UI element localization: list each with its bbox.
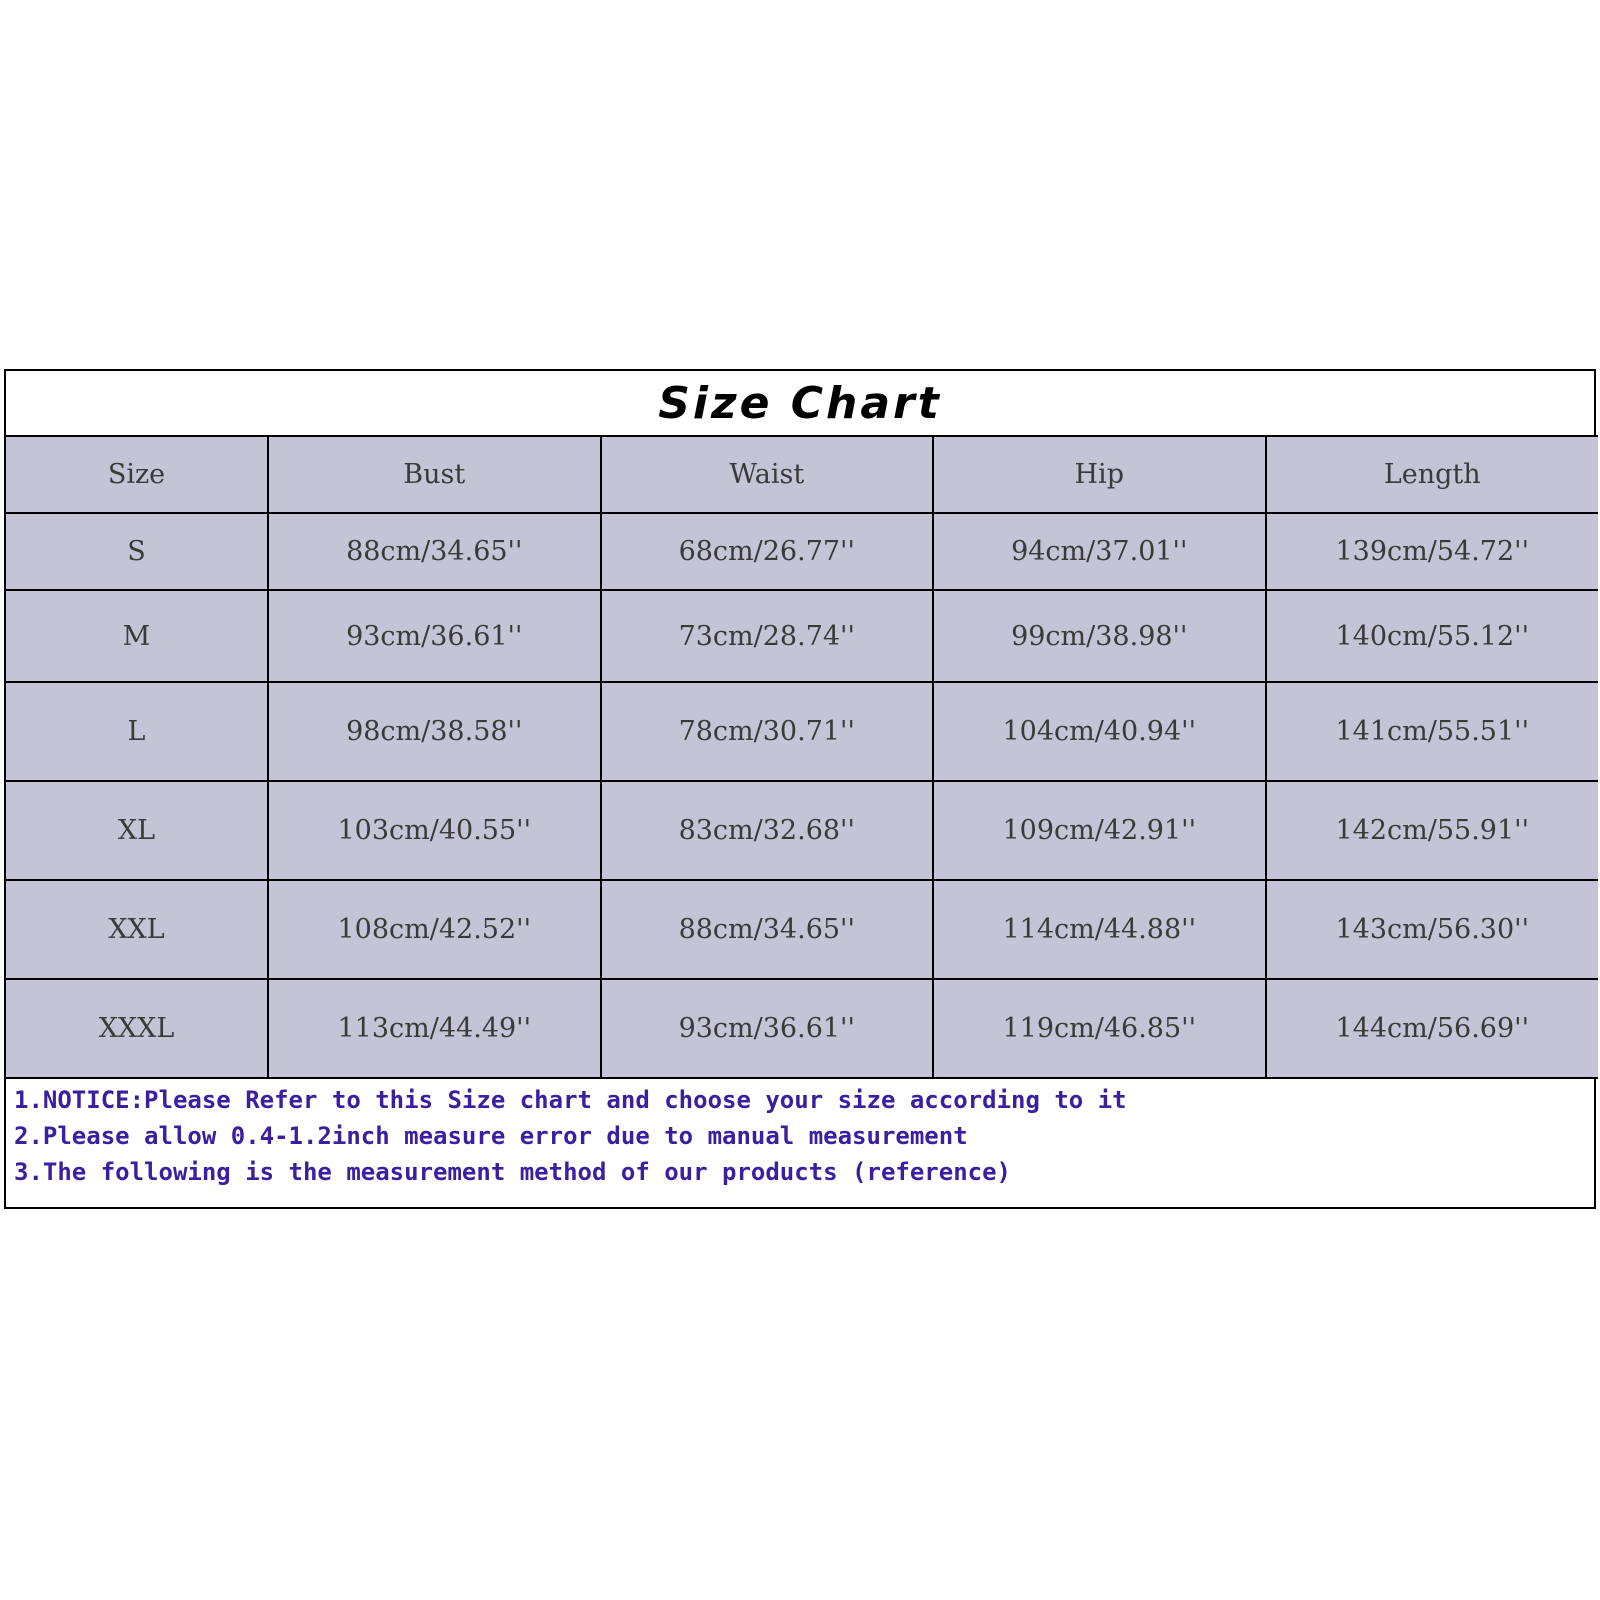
note-line: 1.NOTICE:Please Refer to this Size chart and choose your size according to it <box>14 1086 1127 1114</box>
cell-waist: 68cm/26.77'' <box>601 513 934 590</box>
header-waist: Waist <box>601 436 934 513</box>
table-row <box>6 682 1598 781</box>
cell-waist: 88cm/34.65'' <box>601 880 934 979</box>
table-row <box>6 979 1598 1078</box>
cell-size: XL <box>6 781 268 880</box>
page-title: Size Chart <box>658 377 942 429</box>
cell-hip: 114cm/44.88'' <box>933 880 1266 979</box>
cell-bust: 88cm/34.65'' <box>268 513 601 590</box>
cell-size: XXXL <box>6 979 268 1078</box>
cell-bust: 113cm/44.49'' <box>268 979 601 1078</box>
cell-bust: 93cm/36.61'' <box>268 590 601 682</box>
table-header-row <box>6 436 1598 513</box>
cell-length: 142cm/55.91'' <box>1266 781 1599 880</box>
header-length: Length <box>1266 436 1599 513</box>
header-bust: Bust <box>268 436 601 513</box>
cell-size: L <box>6 682 268 781</box>
cell-hip: 119cm/46.85'' <box>933 979 1266 1078</box>
note-line: 3.The following is the measurement method of our products (reference) <box>14 1158 1011 1186</box>
cell-waist: 78cm/30.71'' <box>601 682 934 781</box>
table-row <box>6 590 1598 682</box>
cell-hip: 99cm/38.98'' <box>933 590 1266 682</box>
table-row <box>6 880 1598 979</box>
cell-waist: 73cm/28.74'' <box>601 590 934 682</box>
cell-length: 141cm/55.51'' <box>1266 682 1599 781</box>
size-table <box>6 435 1598 1079</box>
cell-bust: 98cm/38.58'' <box>268 682 601 781</box>
cell-waist: 93cm/36.61'' <box>601 979 934 1078</box>
cell-bust: 103cm/40.55'' <box>268 781 601 880</box>
header-hip: Hip <box>933 436 1266 513</box>
note-line: 2.Please allow 0.4-1.2inch measure error due to manual measurement <box>14 1122 968 1150</box>
table-row <box>6 781 1598 880</box>
cell-length: 143cm/56.30'' <box>1266 880 1599 979</box>
notes-block <box>14 1082 1586 1190</box>
cell-hip: 94cm/37.01'' <box>933 513 1266 590</box>
title-bar <box>6 371 1594 435</box>
cell-hip: 109cm/42.91'' <box>933 781 1266 880</box>
cell-size: M <box>6 590 268 682</box>
cell-bust: 108cm/42.52'' <box>268 880 601 979</box>
size-chart-sheet <box>4 369 1596 1209</box>
cell-waist: 83cm/32.68'' <box>601 781 934 880</box>
cell-hip: 104cm/40.94'' <box>933 682 1266 781</box>
cell-length: 144cm/56.69'' <box>1266 979 1599 1078</box>
header-size: Size <box>6 436 268 513</box>
cell-size: S <box>6 513 268 590</box>
cell-length: 140cm/55.12'' <box>1266 590 1599 682</box>
table-row <box>6 513 1598 590</box>
cell-length: 139cm/54.72'' <box>1266 513 1599 590</box>
cell-size: XXL <box>6 880 268 979</box>
